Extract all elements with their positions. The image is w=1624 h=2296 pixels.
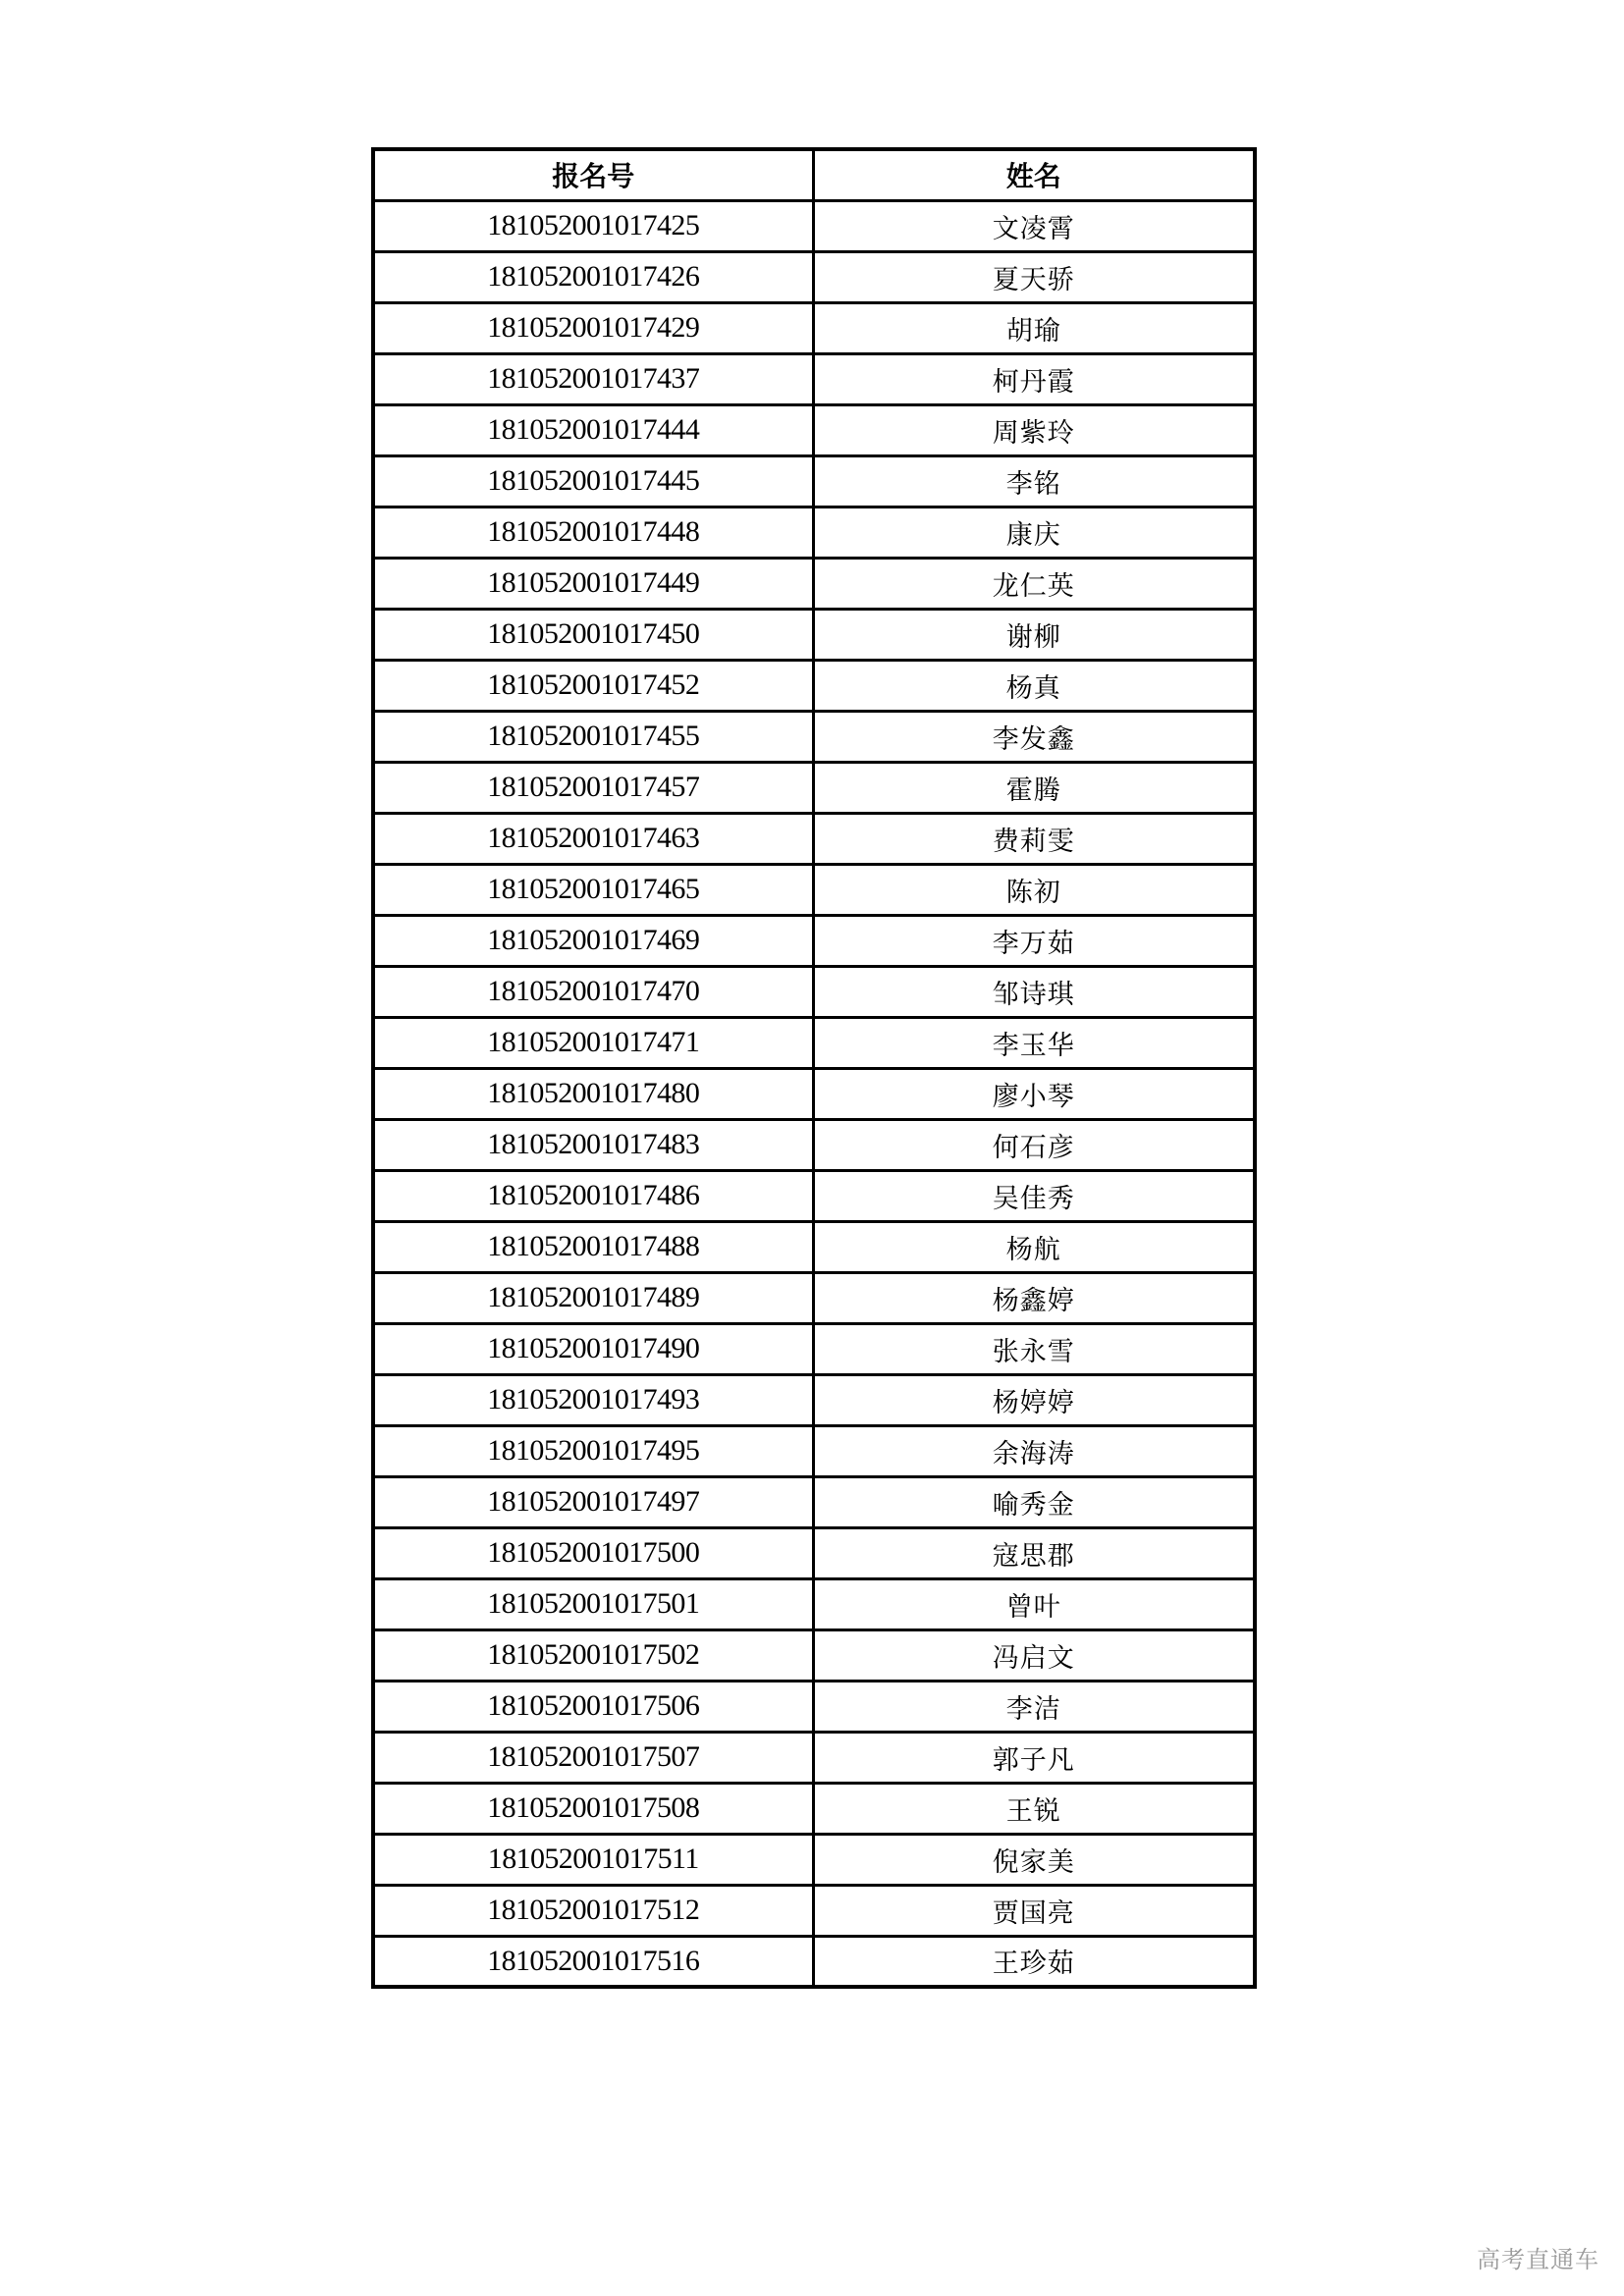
name-cell: 贾国亮 — [813, 1885, 1255, 1936]
registration-number-cell: 181052001017508 — [373, 1783, 813, 1834]
name-cell: 李万茹 — [813, 915, 1255, 966]
table-row — [373, 1170, 1255, 1221]
table-row — [373, 1017, 1255, 1068]
registration-number-cell: 181052001017469 — [373, 915, 813, 966]
registration-number-cell: 181052001017449 — [373, 558, 813, 609]
table-row — [373, 609, 1255, 660]
name-cell: 谢柳 — [813, 609, 1255, 660]
table-row — [373, 660, 1255, 711]
table-row — [373, 1119, 1255, 1170]
table-row — [373, 966, 1255, 1017]
name-cell: 杨鑫婷 — [813, 1272, 1255, 1323]
table-row — [373, 1936, 1255, 1987]
name-cell: 费莉雯 — [813, 813, 1255, 864]
name-cell: 寇思郡 — [813, 1527, 1255, 1578]
registration-number-cell: 181052001017448 — [373, 507, 813, 558]
registration-number-cell: 181052001017425 — [373, 200, 813, 251]
registration-number-cell: 181052001017455 — [373, 711, 813, 762]
table-row — [373, 1068, 1255, 1119]
table-row — [373, 813, 1255, 864]
name-cell: 倪家美 — [813, 1834, 1255, 1885]
registration-number-cell: 181052001017437 — [373, 353, 813, 404]
registration-number-cell: 181052001017507 — [373, 1732, 813, 1783]
name-cell: 王锐 — [813, 1783, 1255, 1834]
name-cell: 夏天骄 — [813, 251, 1255, 302]
table-row — [373, 1578, 1255, 1629]
name-cell: 杨婷婷 — [813, 1374, 1255, 1425]
table-header-row — [373, 149, 1255, 200]
registration-number-cell: 181052001017489 — [373, 1272, 813, 1323]
registration-number-cell: 181052001017516 — [373, 1936, 813, 1987]
name-cell: 喻秀金 — [813, 1476, 1255, 1527]
table-row — [373, 1374, 1255, 1425]
registration-number-cell: 181052001017490 — [373, 1323, 813, 1374]
name-cell: 曾叶 — [813, 1578, 1255, 1629]
table-row — [373, 200, 1255, 251]
name-cell: 张永雪 — [813, 1323, 1255, 1374]
registration-number-cell: 181052001017488 — [373, 1221, 813, 1272]
name-cell: 龙仁英 — [813, 558, 1255, 609]
name-cell: 郭子凡 — [813, 1732, 1255, 1783]
table-row — [373, 558, 1255, 609]
registration-number-cell: 181052001017465 — [373, 864, 813, 915]
name-cell: 何石彦 — [813, 1119, 1255, 1170]
registration-number-cell: 181052001017506 — [373, 1681, 813, 1732]
table-row — [373, 353, 1255, 404]
name-cell: 邹诗琪 — [813, 966, 1255, 1017]
registration-number-cell: 181052001017480 — [373, 1068, 813, 1119]
column-header-name: 姓名 — [813, 149, 1255, 200]
name-cell: 杨航 — [813, 1221, 1255, 1272]
registration-number-cell: 181052001017457 — [373, 762, 813, 813]
registration-number-cell: 181052001017426 — [373, 251, 813, 302]
table-row — [373, 1885, 1255, 1936]
table-row — [373, 1834, 1255, 1885]
name-cell: 李玉华 — [813, 1017, 1255, 1068]
name-cell: 李铭 — [813, 455, 1255, 507]
registration-number-cell: 181052001017450 — [373, 609, 813, 660]
table-row — [373, 1323, 1255, 1374]
table-row — [373, 302, 1255, 353]
table-row — [373, 1629, 1255, 1681]
registration-number-cell: 181052001017512 — [373, 1885, 813, 1936]
name-cell: 余海涛 — [813, 1425, 1255, 1476]
table-row — [373, 1681, 1255, 1732]
table-row — [373, 762, 1255, 813]
table-row — [373, 251, 1255, 302]
name-cell: 胡瑜 — [813, 302, 1255, 353]
registration-number-cell: 181052001017429 — [373, 302, 813, 353]
name-cell: 杨真 — [813, 660, 1255, 711]
name-cell: 王珍茹 — [813, 1936, 1255, 1987]
registration-number-cell: 181052001017495 — [373, 1425, 813, 1476]
registration-number-cell: 181052001017445 — [373, 455, 813, 507]
registration-number-cell: 181052001017452 — [373, 660, 813, 711]
registration-number-cell: 181052001017444 — [373, 404, 813, 455]
name-cell: 周紫玲 — [813, 404, 1255, 455]
registration-number-cell: 181052001017502 — [373, 1629, 813, 1681]
registration-number-cell: 181052001017497 — [373, 1476, 813, 1527]
table-row — [373, 1476, 1255, 1527]
table-row — [373, 455, 1255, 507]
registration-number-cell: 181052001017463 — [373, 813, 813, 864]
table-row — [373, 711, 1255, 762]
name-cell: 康庆 — [813, 507, 1255, 558]
name-cell: 吴佳秀 — [813, 1170, 1255, 1221]
registration-number-cell: 181052001017500 — [373, 1527, 813, 1578]
registration-number-cell: 181052001017501 — [373, 1578, 813, 1629]
table-row — [373, 1527, 1255, 1578]
roster-table — [371, 147, 1257, 1989]
table-row — [373, 1425, 1255, 1476]
registration-number-cell: 181052001017471 — [373, 1017, 813, 1068]
name-cell: 文凌霄 — [813, 200, 1255, 251]
table-row — [373, 1272, 1255, 1323]
column-header-registration-number: 报名号 — [373, 149, 813, 200]
table-row — [373, 1732, 1255, 1783]
registration-number-cell: 181052001017470 — [373, 966, 813, 1017]
name-cell: 柯丹霞 — [813, 353, 1255, 404]
table-row — [373, 404, 1255, 455]
name-cell: 李发鑫 — [813, 711, 1255, 762]
table-row — [373, 1221, 1255, 1272]
registration-number-cell: 181052001017493 — [373, 1374, 813, 1425]
table-row — [373, 915, 1255, 966]
table-row — [373, 864, 1255, 915]
name-cell: 陈初 — [813, 864, 1255, 915]
table-row — [373, 1783, 1255, 1834]
watermark-text: 高考直通车 — [1477, 2246, 1599, 2273]
name-cell: 霍腾 — [813, 762, 1255, 813]
table-row — [373, 507, 1255, 558]
name-cell: 李洁 — [813, 1681, 1255, 1732]
table-body — [373, 200, 1255, 1987]
name-cell: 冯启文 — [813, 1629, 1255, 1681]
name-cell: 廖小琴 — [813, 1068, 1255, 1119]
registration-number-cell: 181052001017486 — [373, 1170, 813, 1221]
registration-number-cell: 181052001017483 — [373, 1119, 813, 1170]
registration-number-cell: 181052001017511 — [373, 1834, 813, 1885]
